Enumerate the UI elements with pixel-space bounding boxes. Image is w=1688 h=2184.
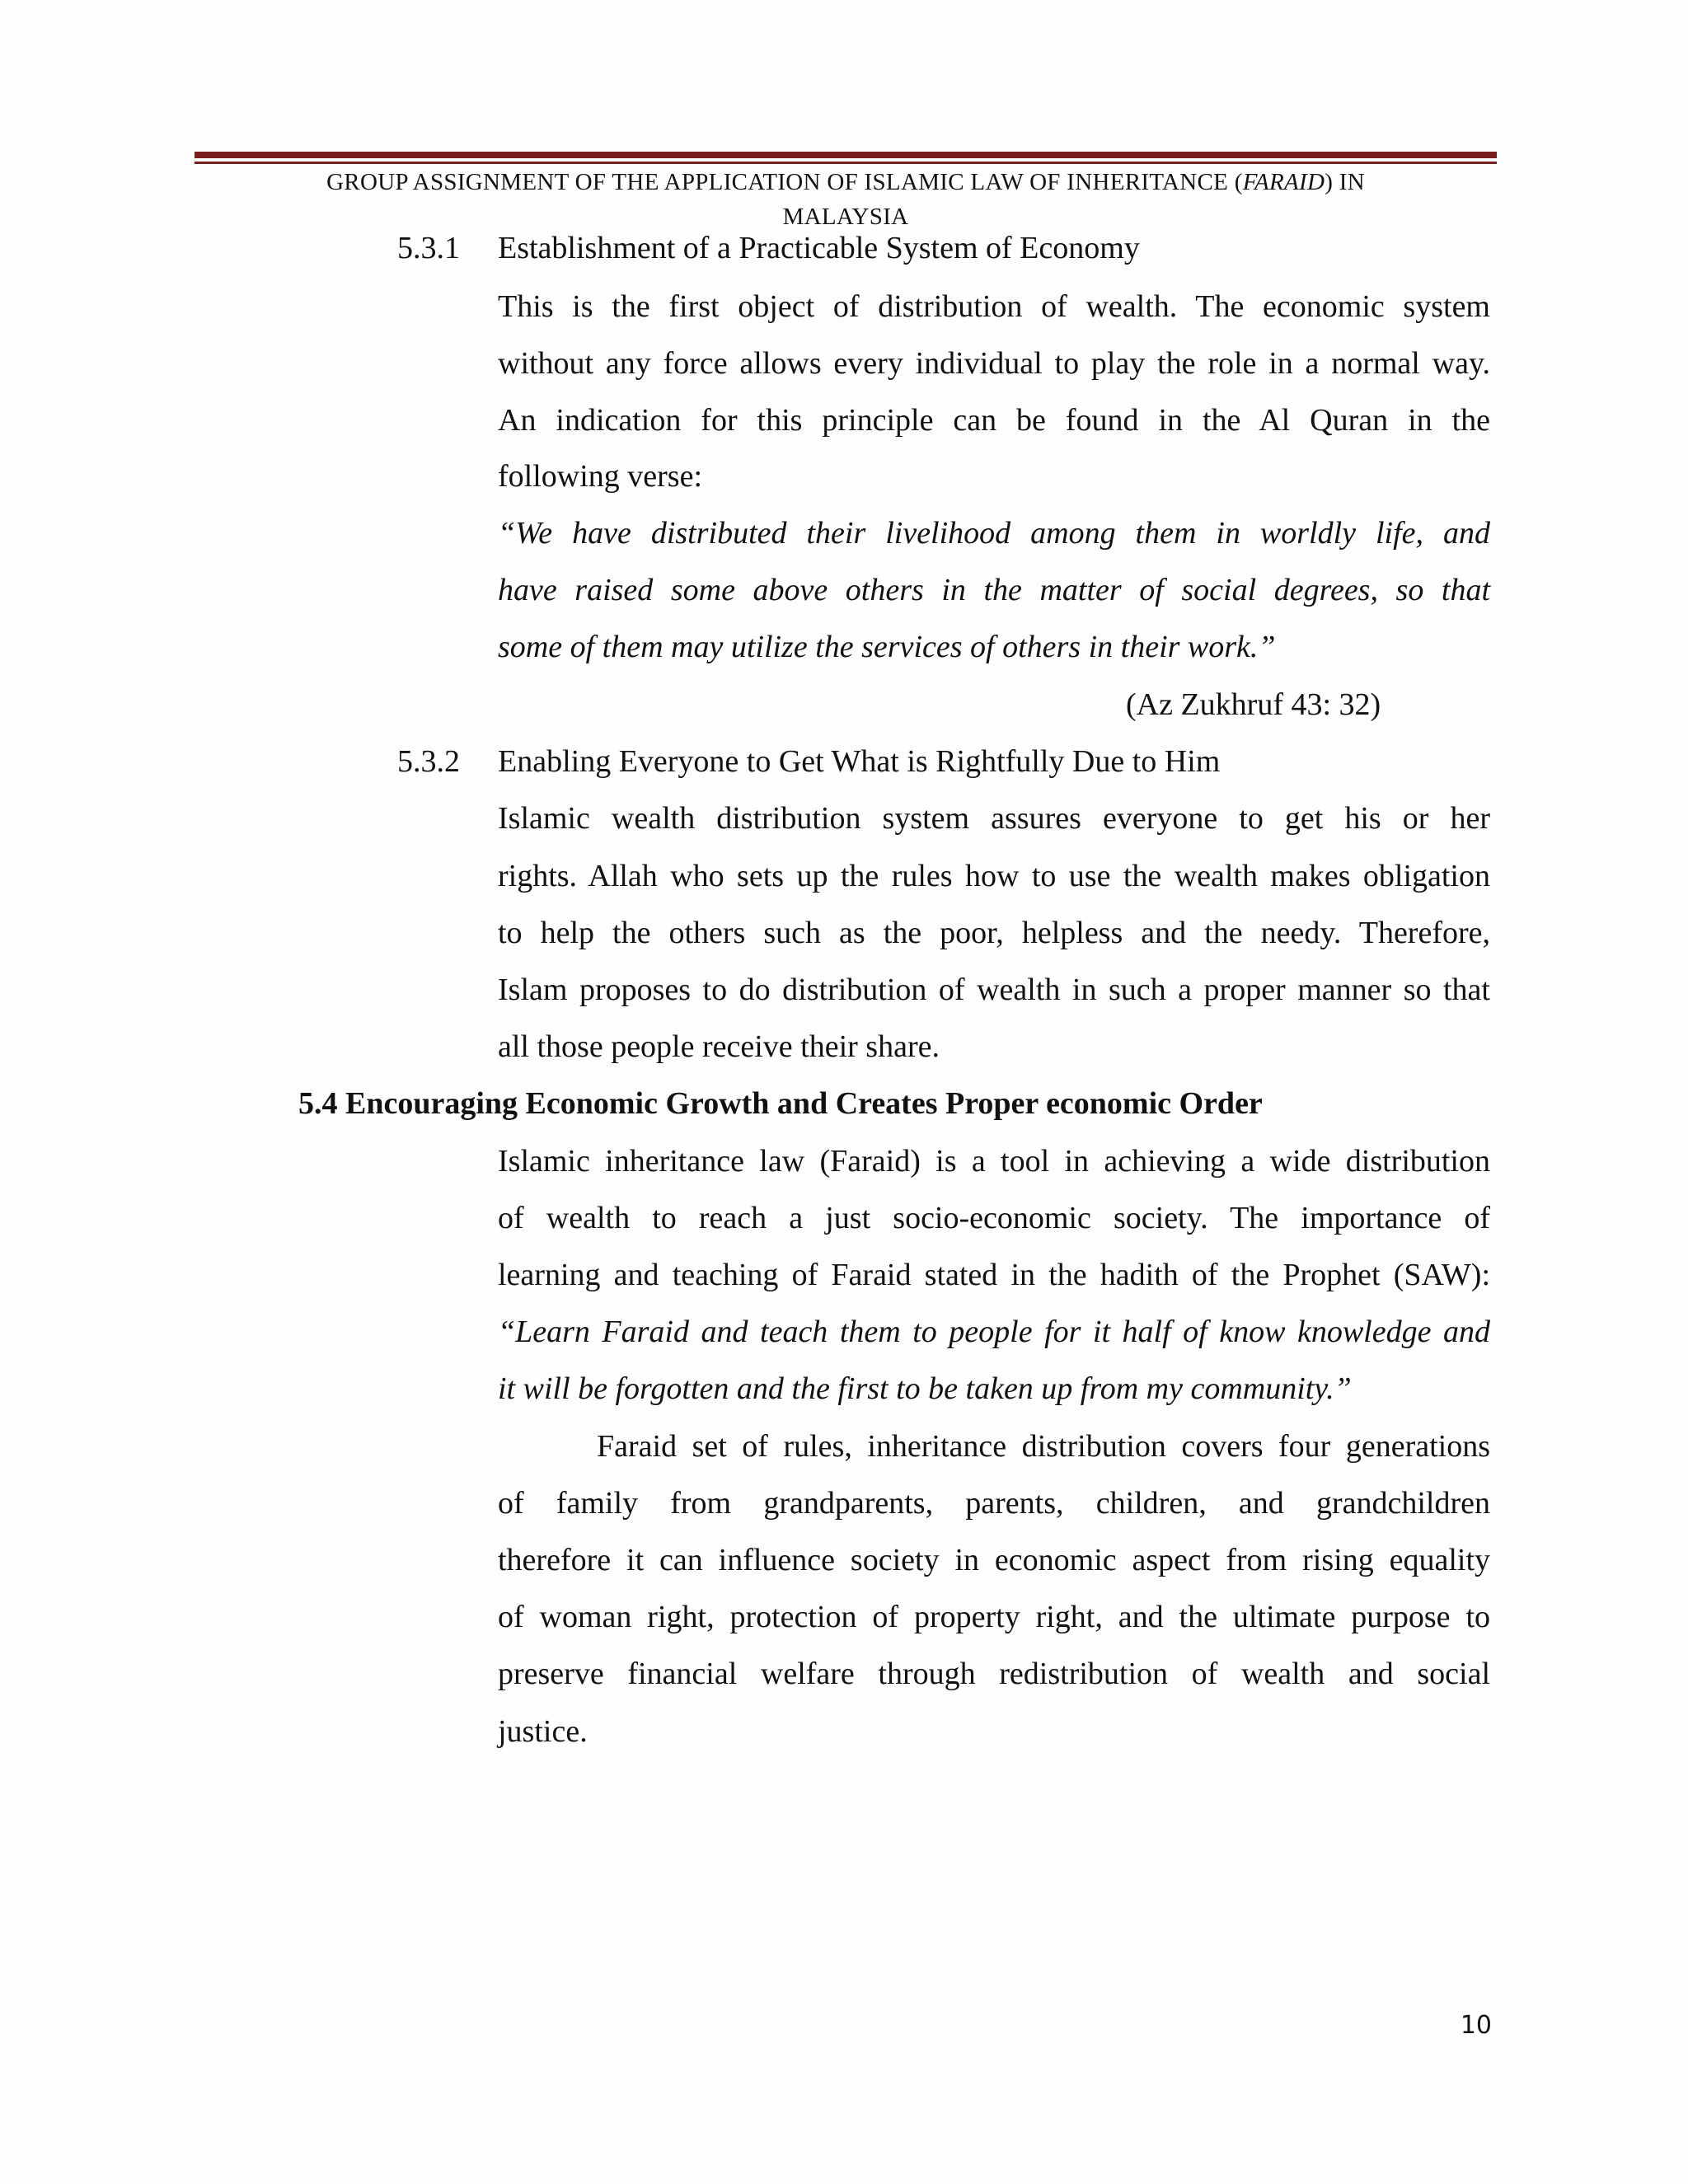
section-title-5-3-2: Enabling Everyone to Get What is Rightfully Due to Him bbox=[498, 744, 1221, 779]
page-number: 10 bbox=[1460, 2011, 1492, 2040]
section-heading-5-4: 5.4 Encouraging Economic Growth and Creates Proper economic Order bbox=[298, 1086, 1263, 1121]
paragraph-line: Islamic inheritance law (Faraid) is a tool in achieving a wide distribution bbox=[498, 1144, 1490, 1179]
header-line-2: MALAYSIA bbox=[782, 204, 909, 230]
paragraph-line: An indication for this principle can be found in the Al Quran in the bbox=[498, 403, 1490, 438]
section-number-5-3-1: 5.3.1 bbox=[397, 231, 460, 265]
hadith-quote-line: “Learn Faraid and teach them to people for it half of know knowledge and bbox=[498, 1315, 1490, 1349]
paragraph-line: Islam proposes to do distribution of wealth in such a proper manner so that bbox=[498, 972, 1490, 1007]
quote-citation: (Az Zukhruf 43: 32) bbox=[1126, 687, 1381, 722]
header-rule-thick bbox=[195, 152, 1497, 158]
paragraph-line: justice. bbox=[498, 1714, 588, 1749]
quote-line: have raised some above others in the matter of social degrees, so that bbox=[498, 573, 1490, 607]
paragraph-line: to help the others such as the poor, helpless and the needy. Therefore, bbox=[498, 916, 1490, 950]
paragraph-line: preserve financial welfare through redistribution of wealth and social bbox=[498, 1657, 1490, 1691]
hadith-quote-line: it will be forgotten and the first to be taken up from my community.” bbox=[498, 1371, 1352, 1406]
section-number-5-3-2: 5.3.2 bbox=[397, 744, 460, 779]
paragraph-line: of wealth to reach a just socio-economic society. The importance of bbox=[498, 1201, 1490, 1235]
running-header bbox=[195, 165, 1497, 234]
paragraph-line: of woman right, protection of property right, and the ultimate purpose to bbox=[498, 1600, 1490, 1634]
paragraph-line: all those people receive their share. bbox=[498, 1029, 940, 1064]
header-line-1: GROUP ASSIGNMENT OF THE APPLICATION OF ISLAMIC LAW OF INHERITANCE (FARAID) IN bbox=[326, 169, 1365, 195]
paragraph-line: Faraid set of rules, inheritance distribution covers four generations bbox=[597, 1429, 1490, 1464]
paragraph-line: following verse: bbox=[498, 459, 703, 494]
paragraph-line: Islamic wealth distribution system assures everyone to get his or her bbox=[498, 801, 1490, 836]
section-title-5-3-1: Establishment of a Practicable System of Economy bbox=[498, 231, 1140, 265]
paragraph-line: rights. Allah who sets up the rules how to use the wealth makes obligation bbox=[498, 859, 1490, 893]
paragraph-line: of family from grandparents, parents, children, and grandchildren bbox=[498, 1486, 1490, 1521]
quote-line: some of them may utilize the services of others in their work.” bbox=[498, 630, 1276, 664]
paragraph-line: learning and teaching of Faraid stated in the hadith of the Prophet (SAW): bbox=[498, 1258, 1490, 1292]
quote-line: “We have distributed their livelihood among them in worldly life, and bbox=[498, 516, 1490, 551]
paragraph-line: without any force allows every individual to play the role in a normal way. bbox=[498, 346, 1490, 381]
paragraph-line: This is the first object of distribution of wealth. The economic system bbox=[498, 289, 1490, 324]
header-rule-thin bbox=[195, 162, 1497, 164]
paragraph-line: therefore it can influence society in economic aspect from rising equality bbox=[498, 1543, 1490, 1577]
